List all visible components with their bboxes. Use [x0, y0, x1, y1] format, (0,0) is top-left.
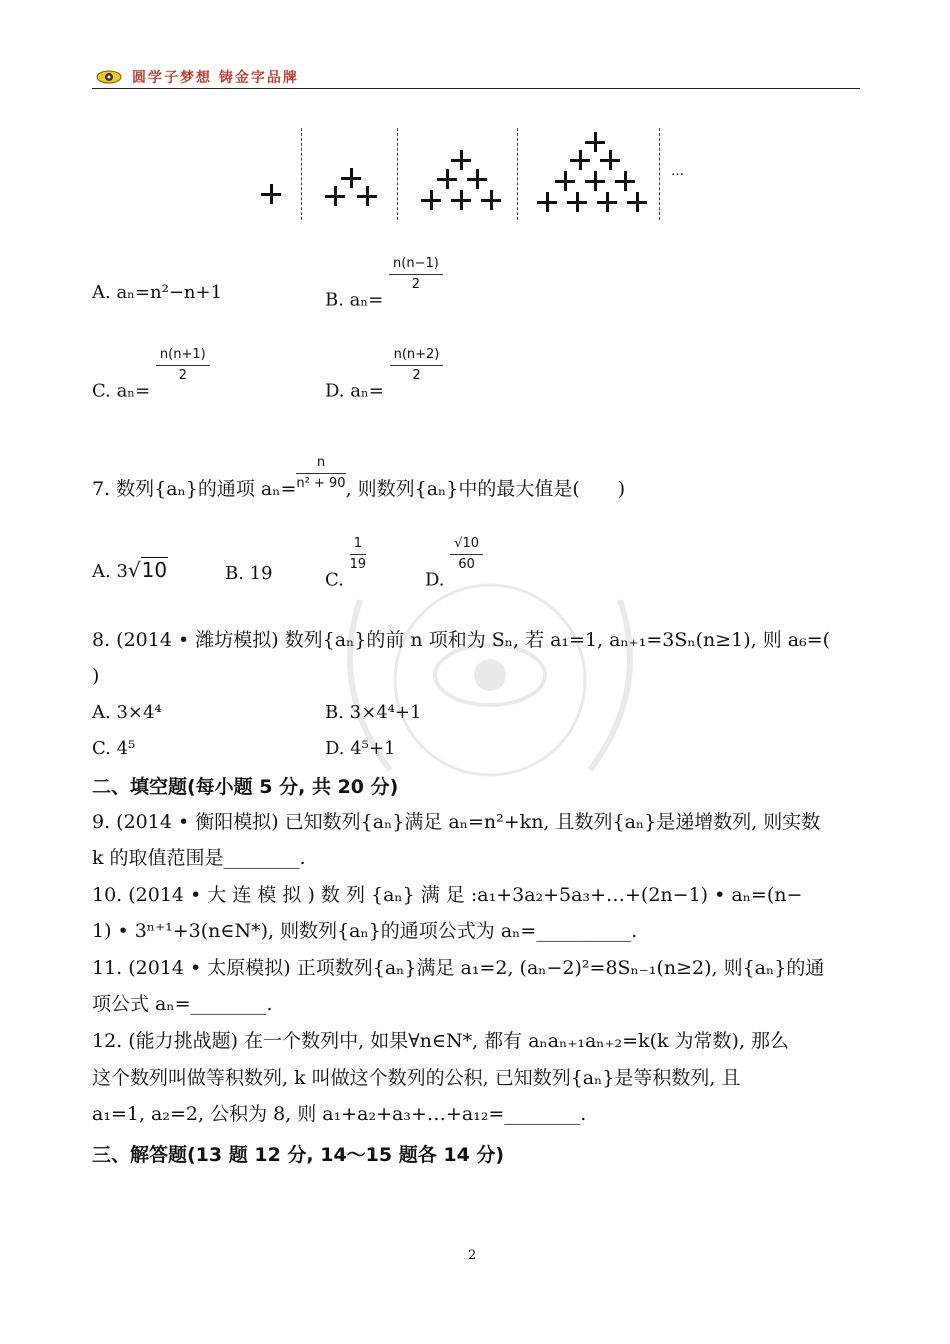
square-root: √10: [127, 558, 168, 582]
header-brand-text: 圆学子梦想 铸金字品牌: [132, 70, 299, 86]
watermark-emblem: [300, 560, 680, 800]
q7-stem-suffix: , 则数列{aₙ}中的最大值是( ): [345, 478, 626, 500]
q7-stem-prefix: 7. 数列{aₙ}的通项 aₙ=: [92, 478, 297, 500]
plus-icon: [567, 192, 587, 212]
q7-option-a-label: A. 3: [92, 561, 128, 582]
fraction-denominator: n² + 90: [296, 476, 346, 491]
fraction-denominator: 2: [178, 368, 187, 383]
q7-option-a: [92, 558, 168, 582]
q7-option-b: B. 19: [225, 563, 273, 584]
q11-stem-line2: 项公式 aₙ=________.: [92, 993, 273, 1015]
q6-option-b-label: B. aₙ=: [325, 289, 384, 311]
section-heading-answer: 三、解答题(13 题 12 分, 14～15 题各 14 分): [92, 1144, 505, 1166]
plus-icon: [555, 171, 575, 191]
q8-stem-line1: 8. (2014 • 潍坊模拟) 数列{aₙ}的前 n 项和为 Sₙ, 若 a₁=1, aₙ₊₁=3Sₙ(n≥1), 则 a₆=(: [92, 629, 831, 651]
q8-stem-line2: ): [92, 665, 100, 687]
q6-option-d-fraction: [390, 347, 444, 384]
q7-stem: [92, 455, 625, 501]
q6-option-c-label: C. aₙ=: [92, 380, 151, 402]
fraction-numerator: n(n−1): [389, 256, 443, 275]
q9-stem-line2: k 的取值范围是________.: [92, 847, 306, 869]
figure-divider: [301, 128, 302, 220]
q6-option-d: [325, 347, 443, 402]
q11-stem-line1: 11. (2014 • 太原模拟) 正项数列{aₙ}满足 a₁=2, (aₙ−2)²=8Sₙ₋₁(n≥2), 则{aₙ}的通: [92, 957, 825, 979]
plus-icon: [341, 168, 361, 188]
plus-icon: [585, 171, 605, 191]
fraction-denominator: 60: [458, 557, 475, 572]
q8-option-d: D. 4⁵+1: [325, 738, 396, 759]
plus-sign-pattern-figure: [245, 128, 695, 222]
plus-icon: [357, 186, 377, 206]
q7-option-d-fraction: [450, 536, 483, 573]
fraction-numerator: n: [296, 455, 345, 474]
q6-option-a: A. aₙ=n²−n+1: [92, 282, 223, 303]
q7-option-c: [325, 536, 366, 591]
q8-option-a: A. 3×4⁴: [92, 702, 162, 723]
q7-option-c-fraction: [350, 536, 367, 573]
plus-icon: [261, 184, 281, 204]
q8-option-b: B. 3×4⁴+1: [325, 702, 422, 723]
plus-icon: [481, 190, 501, 210]
plus-icon: [600, 150, 620, 170]
q7-fraction: [296, 455, 345, 492]
q8-option-c: C. 4⁵: [92, 738, 136, 759]
plus-icon: [627, 192, 647, 212]
page-number: 2: [468, 1248, 477, 1263]
plus-icon: [451, 150, 471, 170]
q12-stem-line1: 12. (能力挑战题) 在一个数列中, 如果∀n∈N*, 都有 aₙaₙ₊₁aₙ₊₂=k(k 为常数), 那么: [92, 1030, 790, 1052]
fraction-denominator: 19: [349, 557, 367, 572]
fraction-denominator: 2: [411, 277, 421, 292]
figure-ellipsis: …: [671, 164, 684, 179]
q12-stem-line3: a₁=1, a₂=2, 公积为 8, 则 a₁+a₂+a₃+…+a₁₂=________.: [92, 1103, 587, 1125]
plus-icon: [437, 169, 457, 189]
plus-icon: [451, 190, 471, 210]
plus-icon: [421, 190, 441, 210]
q7-option-c-label: C.: [325, 569, 350, 591]
plus-icon: [325, 186, 345, 206]
q10-stem-line2: 1) • 3ⁿ⁺¹+3(n∈N*), 则数列{aₙ}的通项公式为 aₙ=__________.: [92, 920, 638, 942]
radicand: 10: [141, 558, 168, 582]
figure-divider: [517, 128, 518, 220]
q6-option-c-fraction: [156, 347, 210, 384]
q10-stem-line1: 10. (2014 • 大 连 模 拟 ) 数 列 {aₙ} 满 足 :a₁+3a₂+5a₃+…+(2n−1) • aₙ=(n−: [92, 884, 803, 906]
plus-icon: [585, 132, 605, 152]
page-header: [92, 66, 860, 89]
plus-icon: [467, 169, 487, 189]
q7-option-d: [425, 536, 483, 591]
q6-option-b-fraction: [389, 256, 443, 293]
fraction-numerator: √10: [450, 536, 483, 555]
plus-icon: [615, 171, 635, 191]
q6-option-c: [92, 347, 210, 402]
plus-icon: [597, 192, 617, 212]
fraction-numerator: n(n+1): [156, 347, 210, 366]
figure-divider: [397, 128, 398, 220]
figure-divider: [659, 128, 660, 220]
q7-option-d-label: D.: [425, 569, 451, 591]
fraction-numerator: n(n+2): [390, 347, 444, 366]
q12-stem-line2: 这个数列叫做等积数列, k 叫做这个数列的公积, 已知数列{aₙ}是等积数列, 且: [92, 1067, 741, 1089]
eye-logo-icon: [96, 68, 122, 84]
plus-icon: [537, 192, 557, 212]
fraction-numerator: 1: [350, 536, 367, 555]
plus-icon: [570, 150, 590, 170]
q6-option-d-label: D. aₙ=: [325, 380, 384, 402]
section-heading-fill-in: 二、填空题(每小题 5 分, 共 20 分): [92, 776, 399, 798]
q9-stem-line1: 9. (2014 • 衡阳模拟) 已知数列{aₙ}满足 aₙ=n²+kn, 且数列{aₙ}是递增数列, 则实数: [92, 811, 821, 833]
q6-option-b: [325, 256, 443, 311]
fraction-denominator: 2: [412, 368, 421, 383]
